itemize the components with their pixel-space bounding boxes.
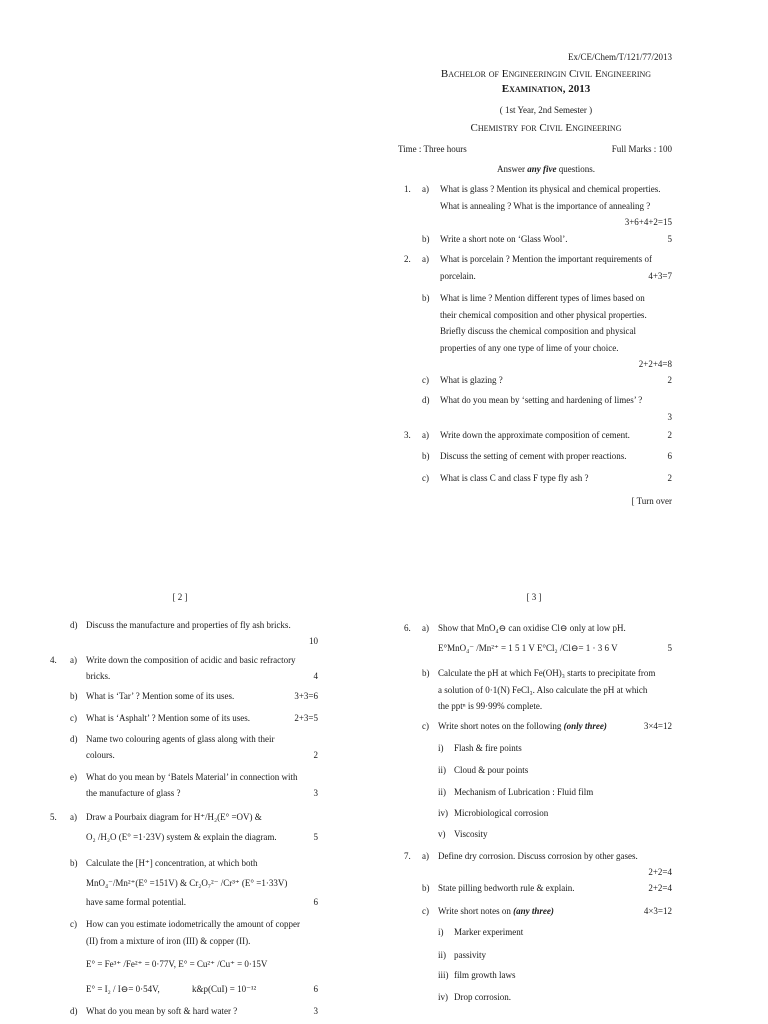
question-text: What is class C and class F type fly ash ?	[440, 473, 589, 483]
turn-over-note: [ Turn over	[631, 496, 672, 506]
marks: 2+3=5	[294, 713, 318, 723]
marks: 2	[667, 473, 672, 483]
list-item-label: ii)	[438, 787, 446, 797]
question-text: Write down the approximate composition of cement.	[440, 430, 630, 440]
question-number: 3.	[404, 430, 411, 440]
question-text: What is glazing ?	[440, 375, 503, 385]
part-label: b)	[422, 234, 430, 244]
list-item-label: i)	[438, 927, 444, 937]
question-text: Write a short note on ‘Glass Wool’.	[440, 234, 568, 244]
question-text: bricks.	[86, 671, 111, 681]
question-text: What is porcelain ? Mention the important requirements of	[440, 254, 652, 264]
page-number: [ 2 ]	[172, 592, 188, 602]
question-text: How can you estimate iodometrically the amount of copper	[86, 919, 300, 929]
question-text: Show that MnO₄⊖ can oxidise Cl⊖ only at low pH.	[438, 623, 626, 633]
list-item: film growth laws	[454, 970, 516, 980]
part-label: a)	[422, 623, 429, 633]
question-text: Discuss the setting of cement with proper reactions.	[440, 451, 627, 461]
marks: 3+3=6	[294, 691, 318, 701]
question-text: the pptⁿ is 99·99% complete.	[438, 701, 543, 711]
list-item-label: ii)	[438, 765, 446, 775]
formula-line: E° = Fe³⁺ /Fe²⁺ = 0·77V, E° = Cu²⁺ /Cu⁺ = 0·15V	[86, 959, 268, 969]
part-label: d)	[70, 620, 78, 630]
question-text: What is annealing ? What is the importance of annealing ?	[440, 201, 651, 211]
formula-line: E° = I₂ / I⊖= 0·54V,	[86, 984, 160, 994]
part-label: a)	[422, 430, 429, 440]
part-label: c)	[422, 473, 429, 483]
question-number: 5.	[50, 812, 57, 822]
question-text: What is glass ? Mention its physical and chemical properties.	[440, 184, 661, 194]
question-text: porcelain.	[440, 271, 476, 281]
question-text: What is lime ? Mention different types of limes based on	[440, 293, 645, 303]
list-item: passivity	[454, 950, 487, 960]
list-item-label: i)	[438, 743, 444, 753]
marks: 6	[313, 897, 318, 907]
question-text: What is ‘Asphalt’ ? Mention some of its uses.	[86, 713, 251, 723]
marks: 4×3=12	[643, 906, 672, 916]
question-text: Calculate the pH at which Fe(OH)₃ starts to precipitate from	[438, 668, 656, 678]
time-allowed: Time : Three hours	[398, 144, 467, 154]
question-text: Define dry corrosion. Discuss corrosion by other gases.	[438, 851, 638, 861]
exam-title-line2: Examination, 2013	[501, 83, 591, 95]
list-item: Drop corrosion.	[454, 992, 511, 1002]
marks: 2	[667, 430, 672, 440]
marks: 10	[309, 636, 318, 646]
question-text: MnO₄⁻/Mn²⁺(E° =151V) & Cr₂O₇²⁻ /Cr³⁺ (E° =1·33V)	[86, 878, 288, 888]
subject-title: Chemistry for Civil Engineering	[470, 122, 622, 134]
marks: 6	[313, 984, 318, 994]
formula-line: k&p(CuI) = 10⁻¹²	[192, 984, 257, 994]
part-label: b)	[422, 883, 430, 893]
list-item: Flash & fire points	[454, 743, 522, 753]
question-text: What do you mean by ‘setting and hardening of limes’ ?	[440, 395, 643, 405]
list-item: Viscosity	[454, 829, 488, 839]
question-text: What do you mean by soft & hard water ?	[86, 1006, 238, 1016]
part-label: d)	[70, 1006, 78, 1016]
question-text: Write short notes on the following (only three)	[438, 721, 607, 731]
marks: 2+2+4=8	[638, 359, 672, 369]
question-number: 1.	[404, 184, 411, 194]
part-label: a)	[422, 851, 429, 861]
formula-line: E°MnO₄⁻ /Mn²⁺ = 1 5 1 V E°Cl₂ /Cl⊖= 1 · 3 6 V	[438, 643, 618, 653]
marks: 4+3=7	[648, 271, 672, 281]
question-text: What is ‘Tar’ ? Mention some of its uses.	[86, 691, 235, 701]
part-label: c)	[422, 906, 429, 916]
question-text: (II) from a mixture of iron (III) & copper (II).	[86, 936, 251, 946]
question-text: a solution of 0·1(N) FeCl₃. Also calculate the pH at which	[438, 685, 648, 695]
part-label: c)	[422, 375, 429, 385]
question-text: State pilling bedworth rule & explain.	[438, 883, 575, 893]
question-text: Briefly discuss the chemical composition and physical	[440, 326, 636, 336]
part-label: a)	[70, 655, 77, 665]
marks: 3×4=12	[643, 721, 672, 731]
question-text: Name two colouring agents of glass along with their	[86, 734, 275, 744]
list-item: Microbiological corrosion	[454, 808, 549, 818]
question-text: properties of any one type of lime of your choice.	[440, 343, 619, 353]
question-text: their chemical composition and other physical properties.	[440, 310, 647, 320]
question-text: What do you mean by ‘Batels Material’ in connection with	[86, 772, 298, 782]
instruction-line: Answer any five questions.	[496, 164, 595, 174]
part-label: b)	[70, 691, 78, 701]
marks: 3	[313, 1006, 318, 1016]
question-number: 7.	[404, 851, 411, 861]
list-item-label: ii)	[438, 950, 446, 960]
paper-code: Ex/CE/Chem/T/121/77/2013	[568, 52, 672, 62]
marks: 2+2=4	[648, 883, 672, 893]
question-text: the manufacture of glass ?	[86, 788, 181, 798]
question-number: 2.	[404, 254, 411, 264]
list-item: Marker experiment	[454, 927, 524, 937]
part-label: a)	[70, 812, 77, 822]
marks: 2	[313, 750, 318, 760]
page-number: [ 3 ]	[526, 592, 542, 602]
marks: 5	[667, 234, 672, 244]
question-text: Draw a Pourbaix diagram for H⁺/H₂(E° =OV) &	[86, 812, 262, 822]
part-label: a)	[422, 254, 429, 264]
exam-title-line1: Bachelor of Engineeringin Civil Engineering	[440, 68, 652, 80]
question-text: have same formal potential.	[86, 897, 186, 907]
part-label: b)	[422, 293, 430, 303]
question-text: Calculate the [H⁺] concentration, at which both	[86, 858, 258, 868]
marks: 3+6+4+2=15	[624, 217, 672, 227]
list-item-label: iv)	[438, 992, 448, 1002]
question-number: 4.	[50, 655, 57, 665]
list-item: Cloud & pour points	[454, 765, 529, 775]
part-label: b)	[70, 858, 78, 868]
marks: 6	[667, 451, 672, 461]
question-number: 6.	[404, 623, 411, 633]
marks: 2+2=4	[648, 867, 672, 877]
part-label: d)	[70, 734, 78, 744]
question-text: Discuss the manufacture and properties of fly ash bricks.	[86, 620, 291, 630]
list-item: Mechanism of Lubrication : Fluid film	[454, 787, 594, 797]
marks: 3	[667, 412, 672, 422]
question-text: colours.	[86, 750, 115, 760]
list-item-label: v)	[438, 829, 446, 839]
part-label: b)	[422, 668, 430, 678]
marks: 5	[667, 643, 672, 653]
list-item-label: iv)	[438, 808, 448, 818]
part-label: c)	[70, 713, 77, 723]
part-label: e)	[70, 772, 77, 782]
part-label: c)	[70, 919, 77, 929]
part-label: c)	[422, 721, 429, 731]
marks: 4	[313, 671, 318, 681]
marks: 2	[667, 375, 672, 385]
list-item-label: iii)	[438, 970, 449, 980]
semester-line: ( 1st Year, 2nd Semester )	[499, 105, 593, 115]
question-text: O₂ /H₂O (E° =1·23V) system & explain the diagram.	[86, 832, 277, 842]
question-text: Write short notes on (any three)	[438, 906, 554, 916]
part-label: a)	[422, 184, 429, 194]
full-marks: Full Marks : 100	[611, 144, 672, 154]
question-text: Write down the composition of acidic and basic refractory	[86, 655, 296, 665]
marks: 3	[313, 788, 318, 798]
part-label: d)	[422, 395, 430, 405]
part-label: b)	[422, 451, 430, 461]
marks: 5	[313, 832, 318, 842]
